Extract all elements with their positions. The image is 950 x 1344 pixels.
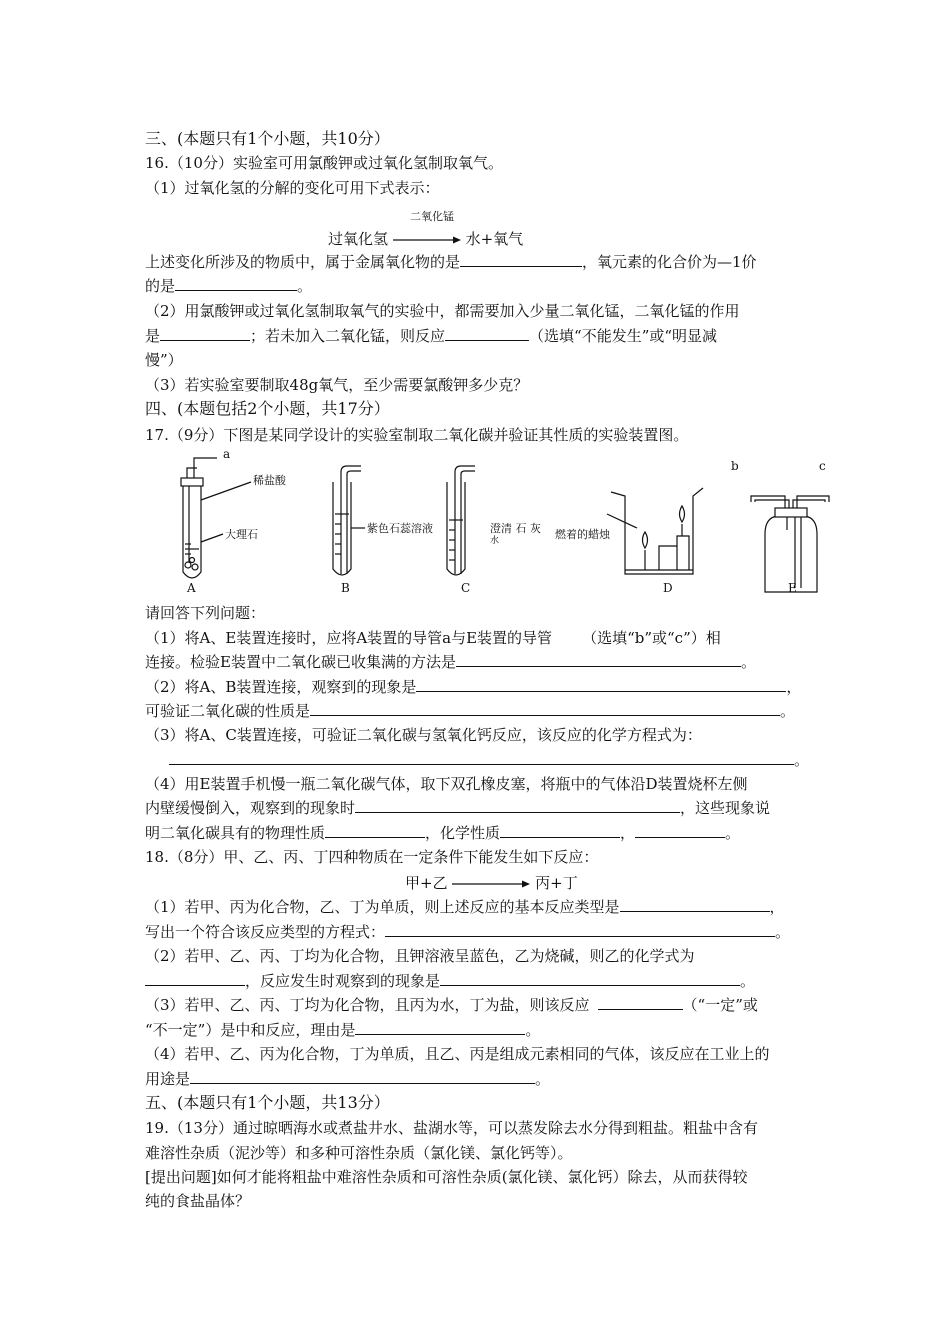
q17-text: 。 — [725, 824, 741, 842]
q17-part2-a — [145, 676, 825, 698]
q16-part2-c: 慢”） — [145, 351, 183, 369]
q17-apparatus-figure — [145, 444, 835, 596]
answer-blank[interactable] — [145, 970, 245, 986]
q18-part1-b — [145, 921, 825, 943]
q16-part1-c — [145, 275, 825, 297]
label-marble: 大理石 — [225, 528, 258, 541]
q17-part3-a: （3）将A、C装置连接，可验证二氧化碳与氢氧化钙反应，该反应的化学方程式为： — [145, 726, 702, 744]
label-B: B — [341, 581, 350, 595]
apparatus-b — [333, 466, 365, 575]
label-candle: 燃着的蜡烛 — [555, 528, 610, 541]
answer-blank[interactable] — [190, 1068, 535, 1084]
apparatus-e — [751, 496, 829, 592]
q18-part3-a — [145, 994, 825, 1016]
q18-text: “不一定”）是中和反应，理由是 — [145, 1021, 356, 1039]
q17-text: ， — [620, 824, 636, 842]
reaction-arrow-icon — [393, 235, 461, 245]
answer-blank[interactable] — [175, 275, 297, 291]
answer-blank[interactable] — [460, 251, 582, 267]
q17-text: 连接。检验E装置中二氧化碳已收集满的方法是 — [145, 653, 456, 671]
label-c: c — [819, 459, 826, 473]
label-acid: 稀盐酸 — [253, 474, 286, 487]
q16-part2-a: （2）用氯酸钾或过氧化氢制取氧气的实验中，都需要加入少量二氧化锰，二氧化锰的作用 — [145, 302, 740, 320]
answer-blank[interactable] — [169, 749, 794, 765]
answer-blank[interactable] — [445, 325, 529, 341]
answer-blank[interactable] — [620, 896, 770, 912]
answer-blank[interactable] — [355, 797, 680, 813]
answer-blank[interactable] — [416, 676, 786, 692]
q18-text: 。 — [535, 1070, 551, 1088]
q16-text: ，氧元素的化合价为—1价 — [582, 253, 757, 271]
section5-heading: 五、(本题只有1个小题，共13分） — [145, 1093, 390, 1112]
answer-blank[interactable] — [310, 700, 780, 716]
q16-eq-right: 水+氧气 — [465, 230, 524, 248]
q18-text: （1）若甲、丙为化合物，乙、丁为单质，则上述反应的基本反应类型是 — [145, 898, 620, 916]
q18-equation — [405, 872, 578, 893]
q17-part4-a: （4）用E装置手机慢一瓶二氧化碳气体，取下双孔橡皮塞，将瓶中的气体沿D装置烧杯左侧 — [145, 775, 748, 793]
section4-heading: 四、(本题包括2个小题，共17分） — [145, 399, 390, 418]
q18-text: 。 — [740, 972, 756, 990]
section3-heading: 三、(本题只有1个小题，共10分） — [145, 129, 390, 148]
q18-text: 写出一个符合该反应类型的方程式： — [145, 923, 386, 941]
label-limewater-2: 水 — [490, 536, 500, 546]
q17-part4-b — [145, 797, 825, 819]
q18-text: ， — [769, 898, 785, 916]
q17-part1-a — [145, 627, 825, 649]
q17-text: 。 — [740, 653, 756, 671]
q18-part1-a — [145, 896, 825, 918]
q16-text: 是 — [145, 327, 161, 345]
q16-part2-b — [145, 325, 825, 347]
q18-part2-b — [145, 970, 825, 992]
q18-part3-b — [145, 1019, 825, 1041]
answer-blank[interactable] — [355, 1019, 525, 1035]
q16-stem: 16.（10分）实验室可用氯酸钾或过氧化氢制取氧气。 — [145, 154, 503, 172]
answer-blank[interactable] — [456, 651, 741, 667]
answer-blank[interactable] — [598, 994, 683, 1010]
q18-eq-left: 甲+乙 — [405, 874, 448, 892]
q16-text: （选填“不能发生”或“明显减 — [529, 327, 718, 345]
label-b: b — [731, 459, 739, 473]
apparatus-c — [447, 466, 475, 575]
q18-part4-b — [145, 1068, 825, 1090]
q16-part3: （3）若实验室要制取48g氧气，至少需要氯酸钾多少克？ — [145, 376, 529, 394]
label-a: a — [223, 447, 231, 461]
answer-blank[interactable] — [160, 325, 250, 341]
q17-part4-c — [145, 822, 825, 844]
answer-blank[interactable] — [440, 970, 740, 986]
label-litmus: 紫色石蕊溶液 — [367, 522, 433, 535]
q16-text: ；若未加入二氧化锰，则反应 — [250, 327, 446, 345]
q17-text: 。 — [780, 702, 796, 720]
answer-blank[interactable] — [325, 822, 425, 838]
q17-text: （选填“b”或“c”）相 — [582, 629, 721, 647]
q18-text: 。 — [775, 923, 791, 941]
q18-part2-a: （2）若甲、乙、丙、丁均为化合物，且钾溶液呈蓝色，乙为烧碱，则乙的化学式为 — [145, 947, 695, 965]
q17-text: （1）将A、E装置连接时，应将A装置的导管a与E装置的导管 — [145, 629, 553, 647]
answer-blank[interactable] — [385, 921, 775, 937]
q18-text: （3）若甲、乙、丙、丁均为化合物，且丙为水，丁为盐，则该反应 — [145, 996, 590, 1014]
q18-stem: 18.（8分）甲、乙、丙、丁四种物质在一定条件下能发生如下反应： — [145, 848, 599, 866]
apparatus-a — [181, 458, 251, 578]
q17-part2-b — [145, 700, 825, 722]
label-limewater: 澄清 石 灰 — [490, 522, 541, 535]
q17-stem: 17.（9分）下图是某同学设计的实验室制取二氧化碳并验证其性质的实验装置图。 — [145, 426, 689, 444]
label-A: A — [187, 581, 196, 595]
q19-line3: [提出问题]如何才能将粗盐中难溶性杂质和可溶性杂质(氯化镁、氯化钙）除去，从而获得较 — [145, 1168, 748, 1186]
q16-equation — [328, 228, 523, 249]
q17-intro: 请回答下列问题： — [145, 604, 266, 622]
q17-text: 。 — [794, 751, 810, 769]
q19-line2: 难溶性杂质（泥沙等）和多种可溶性杂质（氯化镁、氯化钙等）。 — [145, 1144, 573, 1162]
label-C: C — [461, 581, 471, 595]
q17-text: 内壁缓慢倒入，观察到的现象时 — [145, 799, 356, 817]
apparatus-d — [607, 488, 703, 574]
q16-catalyst-label: 二氧化锰 — [410, 210, 454, 223]
q17-text: 可验证二氧化碳的性质是 — [145, 702, 311, 720]
label-D: D — [663, 581, 673, 595]
reaction-arrow-icon — [452, 879, 530, 889]
q18-eq-right: 丙+丁 — [535, 874, 578, 892]
answer-blank[interactable] — [635, 822, 725, 838]
q19-line4: 纯的食盐晶体？ — [145, 1192, 251, 1210]
answer-blank[interactable] — [500, 822, 620, 838]
q17-text: ，化学性质 — [425, 824, 501, 842]
q18-text: 用途是 — [145, 1070, 191, 1088]
q17-text: （2）将A、B装置连接，观察到的现象是 — [145, 678, 417, 696]
q17-part1-b — [145, 651, 825, 673]
q19-line1: 19.（13分）通过晾晒海水或煮盐井水、盐湖水等，可以蒸发除去水分得到粗盐。粗盐中含有 — [145, 1119, 758, 1137]
q16-text: 上述变化所涉及的物质中，属于金属氧化物的是 — [145, 253, 461, 271]
q16-text: 。 — [297, 277, 313, 295]
q16-part1-b — [145, 251, 825, 273]
label-E: E — [788, 581, 797, 595]
q18-text: （“一定”或 — [682, 996, 758, 1014]
q16-eq-left: 过氧化氢 — [328, 230, 389, 248]
q18-text: ，反应发生时观察到的现象是 — [245, 972, 441, 990]
q18-part4-a: （4）若甲、乙、丙为化合物，丁为单质，且乙、丙是组成元素相同的气体，该反应在工业上的 — [145, 1045, 770, 1063]
q16-part1: （1）过氧化氢的分解的变化可用下式表示： — [145, 179, 440, 197]
q17-text: ，这些现象说 — [680, 799, 771, 817]
q17-part3-b — [145, 749, 825, 771]
q18-text: 。 — [525, 1021, 541, 1039]
q17-text: 明二氧化碳具有的物理性质 — [145, 824, 326, 842]
q17-text: ， — [786, 678, 802, 696]
q16-text: 的是 — [145, 277, 176, 295]
